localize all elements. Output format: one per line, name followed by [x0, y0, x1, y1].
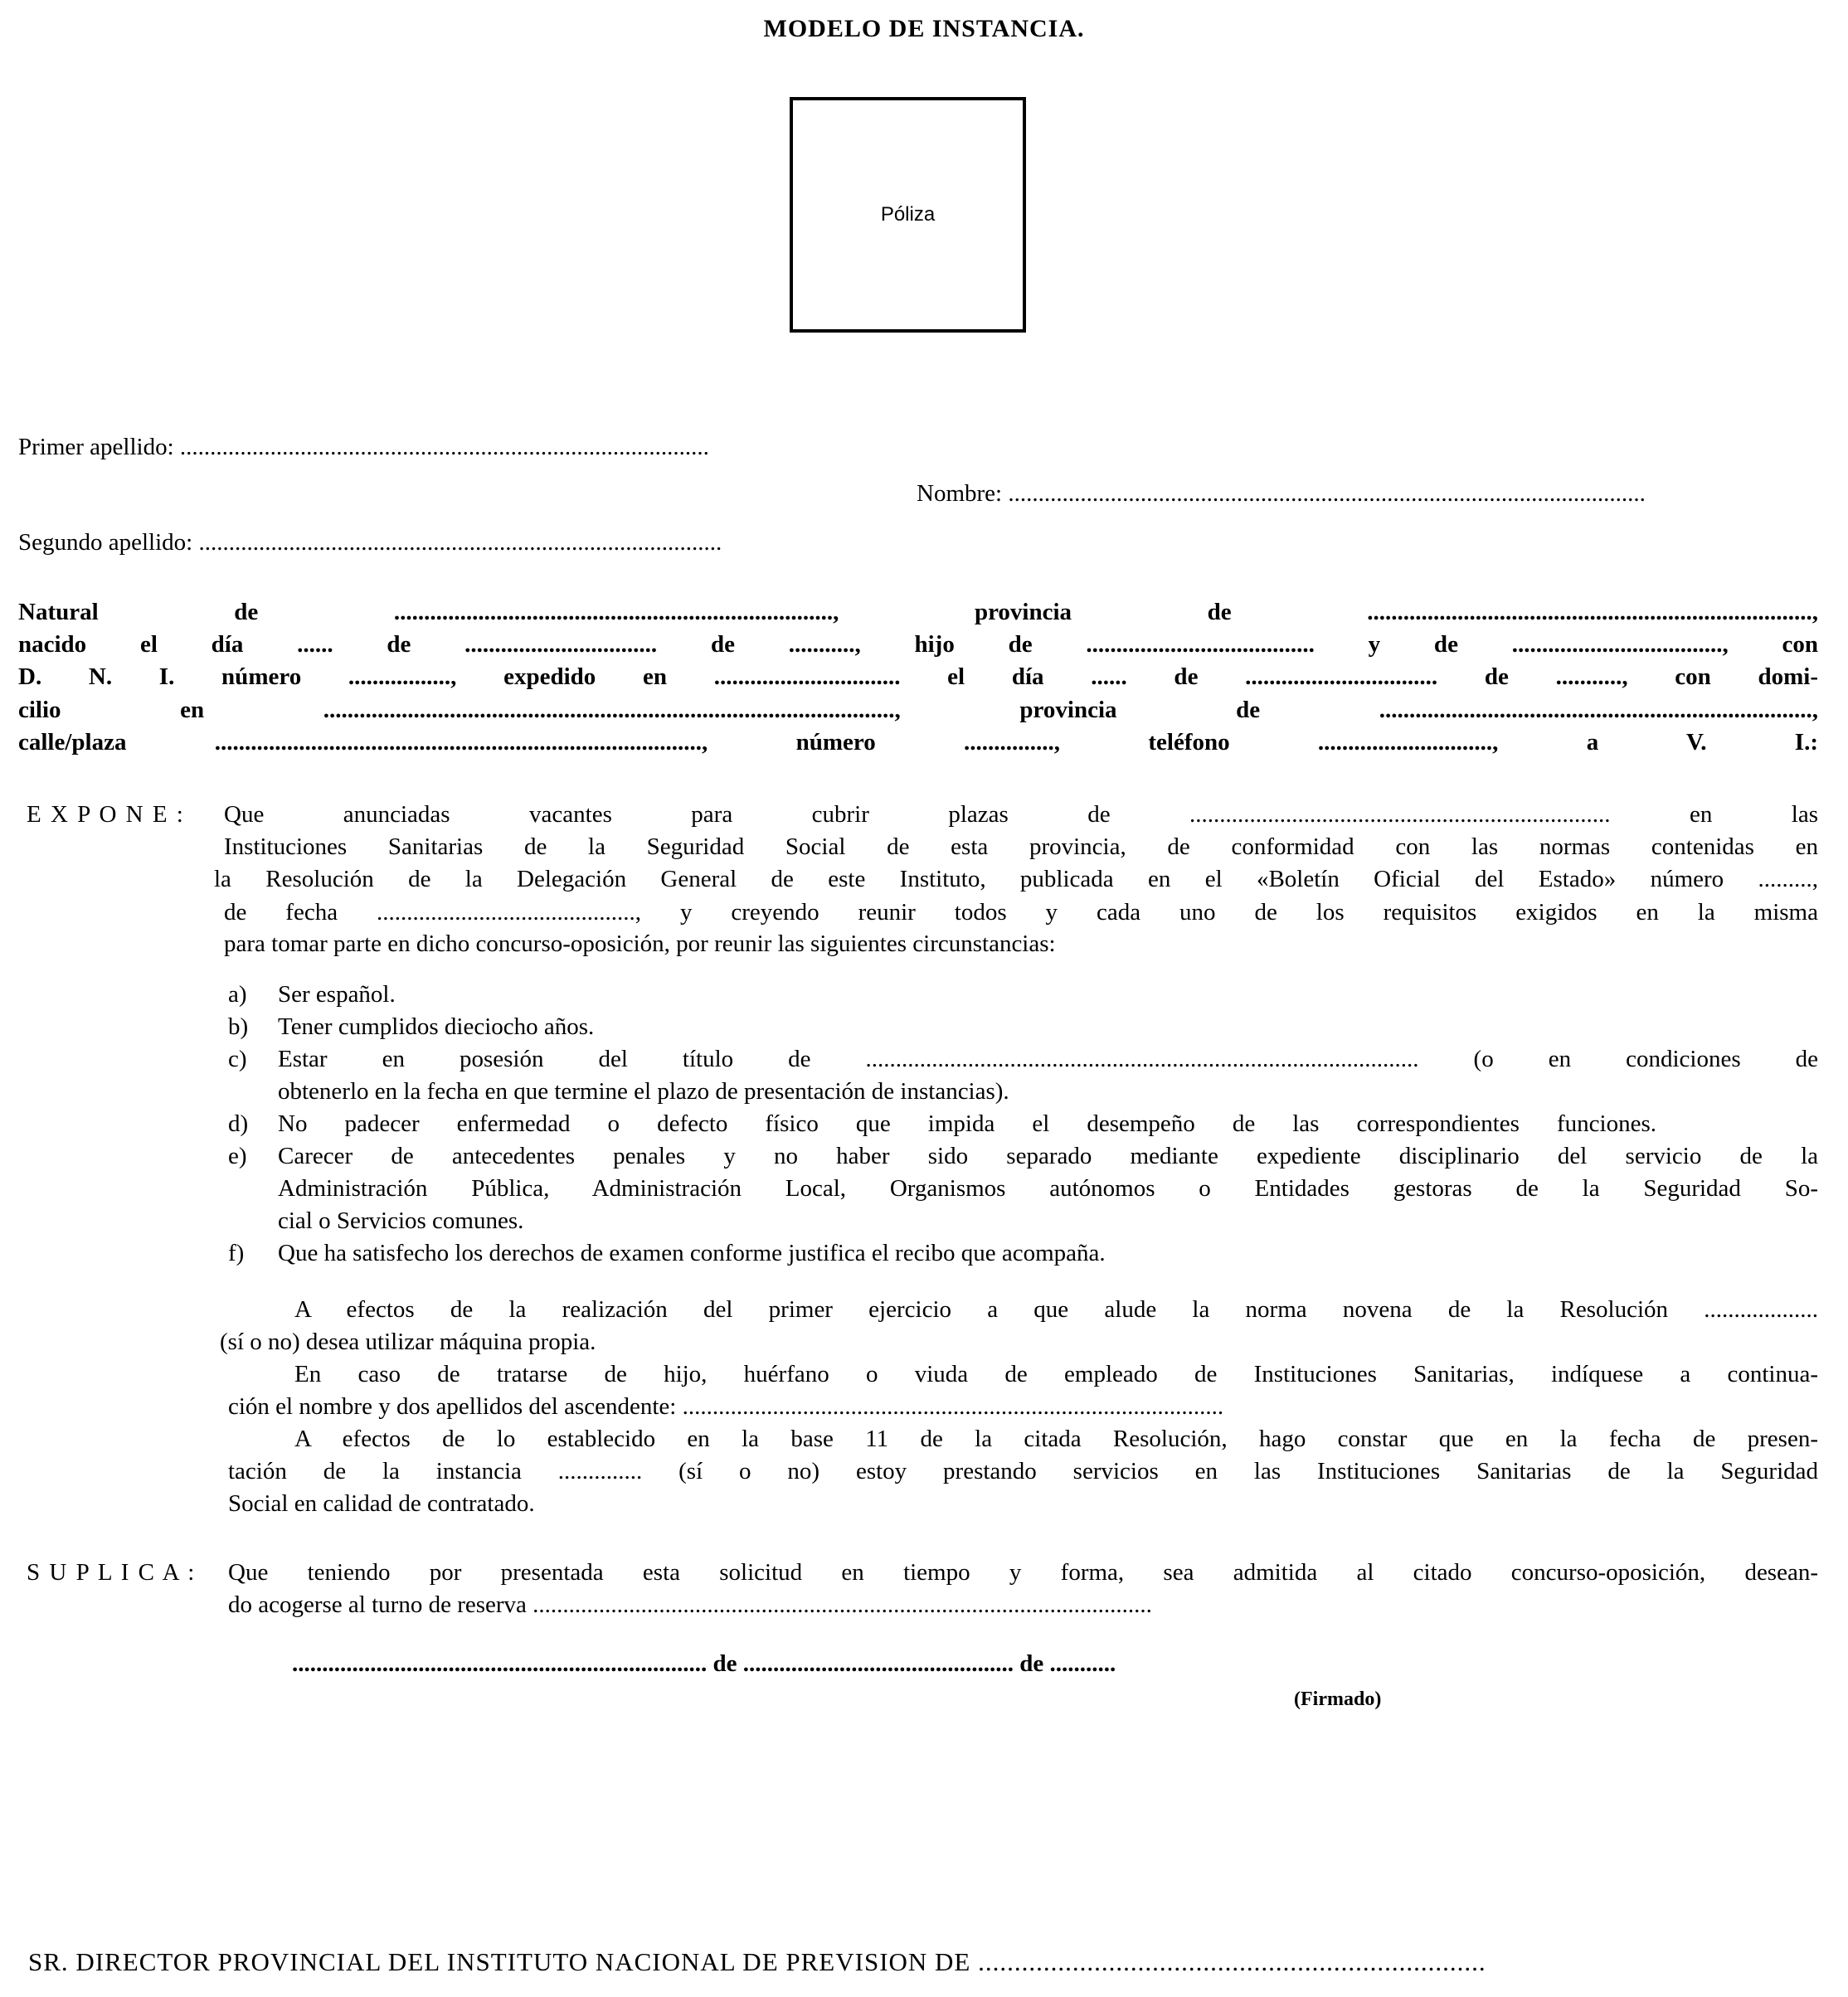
item-text: obtenerlo en la fecha en que termine el plazo de presentación de instancias). — [278, 1078, 1009, 1105]
expone-label: E X P O N E : — [27, 801, 185, 828]
expone-paragraph-line: la Resolución de la Delegación General de este Instituto, publicada en el «Boletín Oficial del Estado» número ........., — [214, 866, 1818, 892]
nombre-field[interactable]: Nombre: .......................................................................................................... — [917, 480, 1646, 507]
personal-data-line[interactable]: D. N. I. número ................., expedido en ............................... el día ...... de ................................ de ..........., con domi- — [18, 663, 1818, 690]
item-letter: b) — [228, 1013, 249, 1040]
item-letter: f) — [228, 1240, 245, 1266]
item-text: No padecer enfermedad o defecto físico que impida el desempeño de las correspondientes funciones. — [278, 1110, 1656, 1137]
expone-extra-line: (sí o no) desea utilizar máquina propia. — [220, 1329, 596, 1355]
expone-paragraph-line: para tomar parte en dicho concurso-oposición, por reunir las siguientes circunstancias: — [224, 930, 1056, 957]
expone-paragraph-line: Que anunciadas vacantes para cubrir plazas de ...................................................................... en las — [224, 801, 1818, 828]
item-text: Ser español. — [278, 981, 396, 1008]
item-text: Tener cumplidos dieciocho años. — [278, 1013, 595, 1040]
expone-extra-line[interactable]: ción el nombre y dos apellidos del ascendente: .......................................................................................... — [228, 1393, 1224, 1420]
expone-paragraph-line: de fecha ..........................................., y creyendo reunir todos y cada uno de los requisitos exigidos en la misma — [224, 899, 1818, 926]
stamp-box — [790, 97, 1026, 333]
document-title: MODELO DE INSTANCIA. — [763, 15, 1085, 42]
primer-apellido-field[interactable]: Primer apellido: ........................................................................................ — [18, 434, 709, 460]
item-letter: a) — [228, 981, 247, 1008]
personal-data-line[interactable]: cilio en ..............................................................................................., provincia de ........................................................................, — [18, 697, 1818, 723]
segundo-apellido-field[interactable]: Segundo apellido: ....................................................................................... — [18, 529, 722, 556]
suplica-line: Que teniendo por presentada esta solicitud en tiempo y forma, sea admitida al citado concurso-oposición, desean- — [228, 1559, 1818, 1586]
personal-data-line[interactable]: nacido el día ...... de ................................ de ..........., hijo de ...................................... y de ..................................., con — [18, 631, 1818, 658]
expone-extra-line: Social en calidad de contratado. — [228, 1490, 535, 1517]
expone-extra-line[interactable]: tación de la instancia .............. (sí o no) estoy prestando servicios en las Instituciones Sanitarias de la Seguridad — [228, 1458, 1818, 1484]
suplica-label: S U P L I C A : — [27, 1559, 197, 1586]
suplica-line[interactable]: do acogerse al turno de reserva ....................................................................................................... — [228, 1591, 1152, 1618]
item-text: Carecer de antecedentes penales y no haber sido separado mediante expediente disciplinario del servicio de la — [278, 1143, 1818, 1169]
item-text: Administración Pública, Administración Local, Organismos autónomos o Entidades gestoras de la Seguridad So- — [278, 1175, 1818, 1202]
expone-paragraph-line: Instituciones Sanitarias de la Seguridad Social de esta provincia, de conformidad con las normas contenidas en — [224, 833, 1818, 860]
stamp-box-label: Póliza — [880, 203, 936, 226]
personal-data-line[interactable]: calle/plaza ................................................................................., número ..............., teléfono ............................., a V. I.: — [18, 729, 1818, 756]
personal-data-line[interactable]: Natural de ........................................................................., provincia de .........................................................................., — [18, 599, 1818, 625]
expone-extra-line[interactable]: A efectos de la realización del primer ejercicio a que alude la norma novena de la Resolución ................... — [294, 1296, 1818, 1323]
item-letter: e) — [228, 1143, 247, 1169]
item-text[interactable]: Estar en posesión del título de ............................................................................................ (o en condiciones de — [278, 1046, 1818, 1072]
item-text: Que ha satisfecho los derechos de examen conforme justifica el recibo que acompaña. — [278, 1240, 1106, 1266]
item-letter: c) — [228, 1046, 247, 1072]
item-letter: d) — [228, 1110, 249, 1137]
recipient-line[interactable]: SR. DIRECTOR PROVINCIAL DEL INSTITUTO NACIONAL DE PREVISION DE ...................................................................... — [28, 1947, 1486, 1976]
expone-extra-line: En caso de tratarse de hijo, huérfano o viuda de empleado de Instituciones Sanitarias, indíquese a continua- — [294, 1361, 1818, 1387]
signature-date-line[interactable]: ..................................................................... de ............................................. de ........... — [292, 1650, 1116, 1677]
expone-extra-line: A efectos de lo establecido en la base 11 de la citada Resolución, hago constar que en la fecha de presen- — [294, 1426, 1818, 1452]
item-text: cial o Servicios comunes. — [278, 1207, 524, 1234]
signed-label: (Firmado) — [1294, 1688, 1382, 1710]
